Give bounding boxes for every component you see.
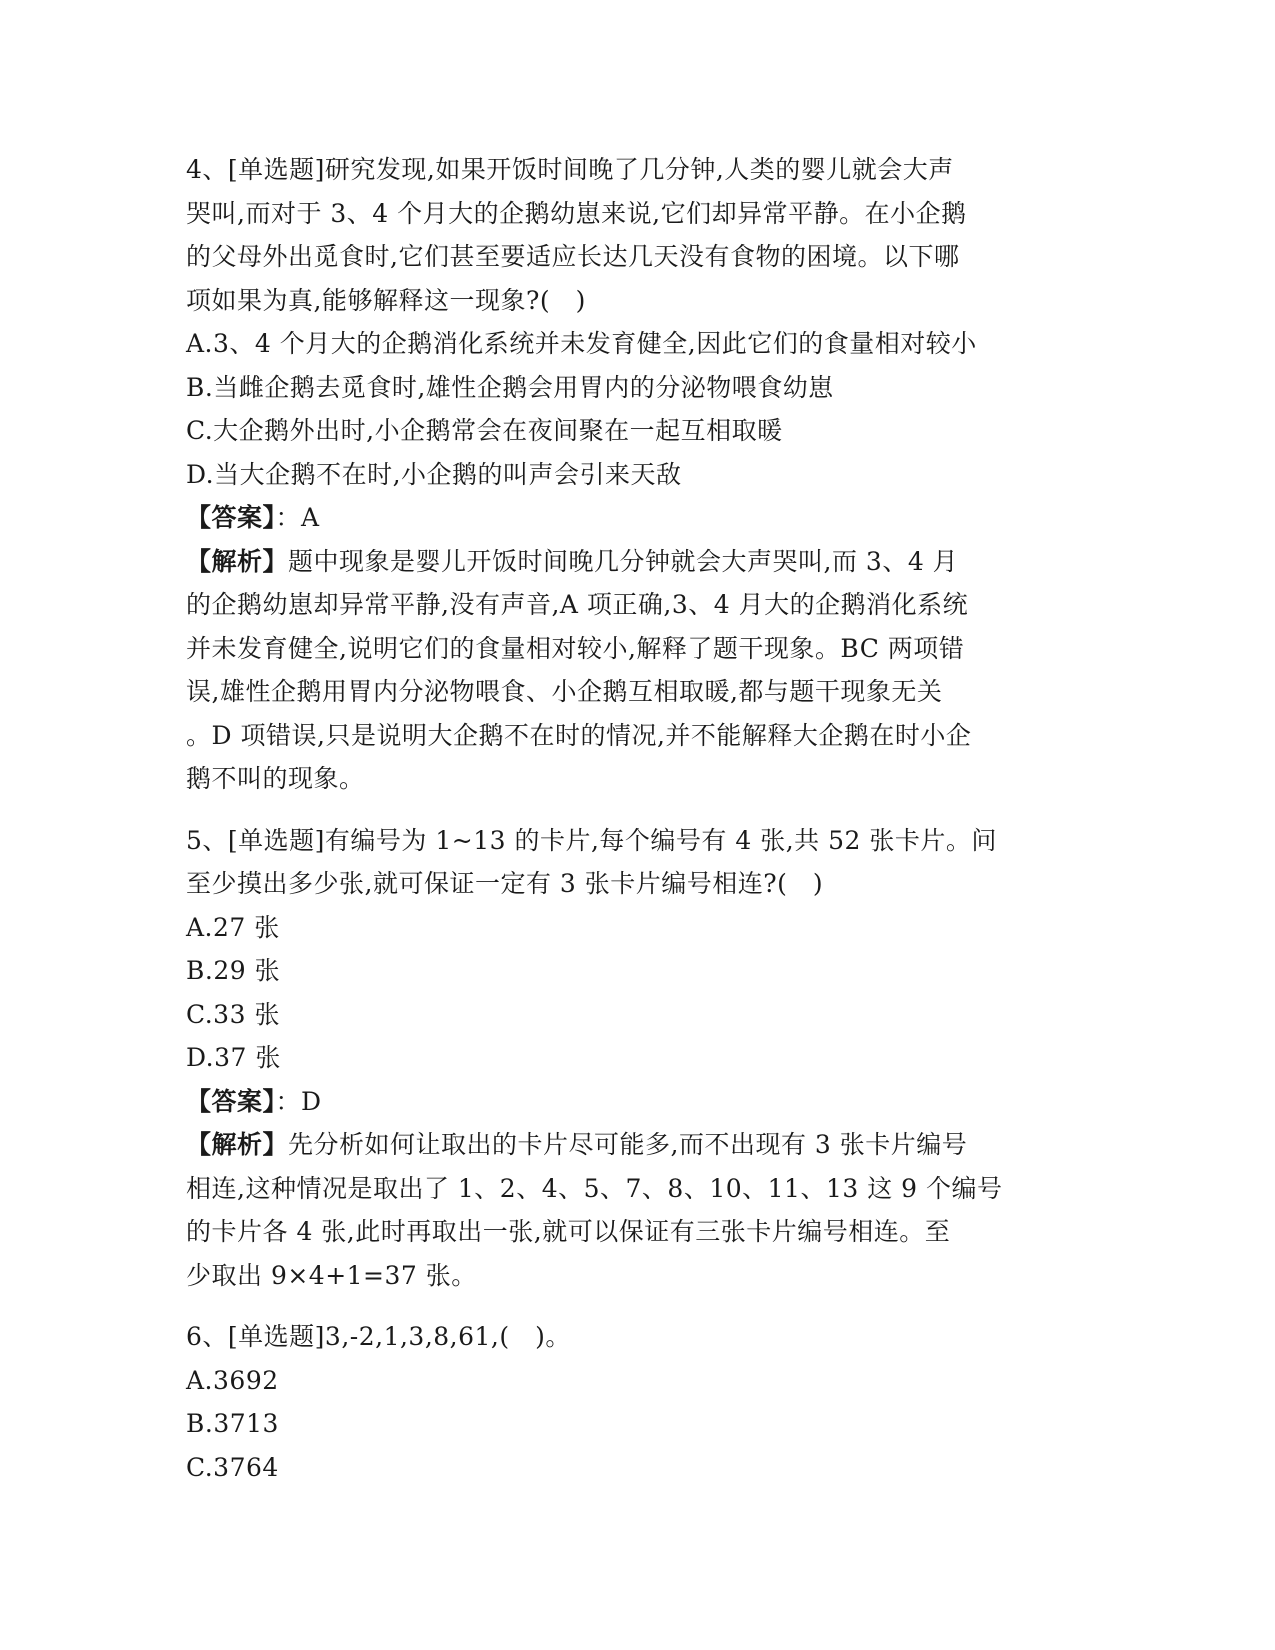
analysis-line: 鹅不叫的现象。 (186, 764, 365, 793)
option-d: D.当大企鹅不在时,小企鹅的叫声会引来天敌 (186, 459, 682, 489)
option-c: C.3764 (186, 1452, 279, 1482)
question-stem-line: 的父母外出觅食时,它们甚至要适应长达几天没有食物的困境。以下哪 (186, 242, 960, 271)
answer-value: ：D (275, 1086, 322, 1116)
analysis-line: 。D 项错误,只是说明大企鹅不在时的情况,并不能解释大企鹅在时小企 (186, 720, 972, 750)
question-stem-line: 哭叫,而对于 3、4 个月大的企鹅幼崽来说,它们却异常平静。在小企鹅 (186, 198, 967, 228)
answer-label: 【答案】 (186, 1086, 276, 1116)
answer-value: ：A (275, 503, 320, 532)
option-c: C.33 张 (186, 999, 280, 1029)
option-b: B.3713 (186, 1409, 279, 1438)
question-spacer (186, 1297, 1086, 1315)
question-stem-line: 至少摸出多少张,就可保证一定有 3 张卡片编号相连?( ) (186, 869, 824, 898)
analysis-line: 相连,这种情况是取出了 1、2、4、5、7、8、10、11、13 这 9 个编号 (186, 1173, 1003, 1203)
option-a: A.3、4 个月大的企鹅消化系统并未发育健全,因此它们的食量相对较小 (186, 329, 977, 358)
option-c: C.大企鹅外出时,小企鹅常会在夜间聚在一起互相取暖 (186, 416, 783, 445)
analysis-text: 先分析如何让取出的卡片尽可能多,而不出现有 3 张卡片编号 (288, 1130, 968, 1159)
question-stem-line: 6、[单选题]3,-2,1,3,8,61,( )。 (186, 1322, 571, 1351)
answer-line (186, 1080, 1086, 1124)
question-4 (186, 148, 1086, 801)
question-stem-line: 项如果为真,能够解释这一现象?( ) (186, 285, 586, 315)
analysis-text: 题中现象是婴儿开饭时间晚几分钟就会大声哭叫,而 3、4 月 (288, 546, 959, 576)
question-6 (186, 1315, 1086, 1489)
analysis-line: 的企鹅幼崽却异常平静,没有声音,A 项正确,3、4 月大的企鹅消化系统 (186, 590, 969, 619)
answer-label: 【答案】 (186, 503, 276, 532)
option-a: A.3692 (186, 1365, 279, 1395)
document-page (186, 148, 1086, 1489)
analysis-line (186, 540, 1086, 584)
analysis-label: 【解析】 (186, 1130, 289, 1159)
question-stem-line: 5、[单选题]有编号为 1~13 的卡片,每个编号有 4 张,共 52 张卡片。问 (186, 825, 997, 855)
answer-line (186, 496, 1086, 540)
analysis-line: 的卡片各 4 张,此时再取出一张,就可以保证有三张卡片编号相连。至 (186, 1217, 951, 1246)
question-5 (186, 819, 1086, 1298)
option-a: A.27 张 (186, 912, 280, 942)
analysis-line (186, 1123, 1086, 1167)
question-stem-line: 4、[单选题]研究发现,如果开饭时间晚了几分钟,人类的婴儿就会大声 (186, 155, 954, 184)
analysis-line: 少取出 9×4+1=37 张。 (186, 1260, 477, 1290)
analysis-label: 【解析】 (186, 546, 289, 576)
option-b: B.当雌企鹅去觅食时,雄性企鹅会用胃内的分泌物喂食幼崽 (186, 372, 834, 402)
option-d: D.37 张 (186, 1043, 281, 1072)
analysis-line: 误,雄性企鹅用胃内分泌物喂食、小企鹅互相取暖,都与题干现象无关 (186, 677, 943, 706)
question-spacer (186, 801, 1086, 819)
option-b: B.29 张 (186, 956, 281, 985)
analysis-line: 并未发育健全,说明它们的食量相对较小,解释了题干现象。BC 两项错 (186, 633, 965, 663)
